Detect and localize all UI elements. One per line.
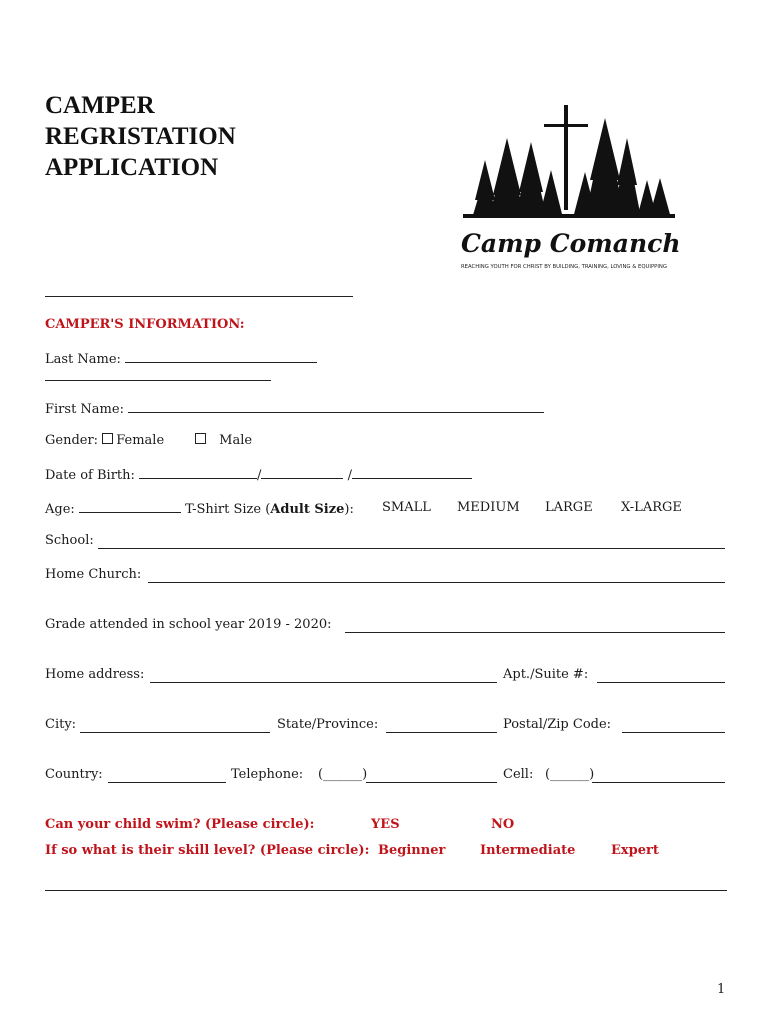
age-row (45, 500, 354, 518)
title-line-3: APPLICATION (45, 154, 219, 181)
form-title (45, 90, 236, 183)
first-name-field[interactable] (128, 400, 544, 413)
tshirt-label-bold: Adult Size (270, 502, 345, 517)
last-name-row (45, 350, 317, 368)
telephone-label: Telephone: (231, 767, 304, 782)
tshirt-label-prefix: T-Shirt Size ( (185, 502, 271, 517)
dob-year-field[interactable] (352, 466, 472, 479)
last-name-label: Last Name: (45, 352, 121, 367)
title-line-2: REGRISTATION (45, 123, 236, 150)
male-checkbox[interactable] (195, 433, 206, 444)
age-field[interactable] (79, 500, 181, 513)
city-label: City: (45, 717, 77, 732)
cell-field[interactable] (592, 782, 725, 783)
female-label: Female (116, 433, 165, 448)
swim-yes-option[interactable]: YES (371, 817, 400, 832)
state-label: State/Province: (277, 717, 379, 732)
logo-wordmark: Camp Comanche (461, 229, 680, 258)
telephone-field[interactable] (366, 782, 497, 783)
country-label: Country: (45, 767, 103, 782)
tshirt-size-large[interactable]: LARGE (545, 500, 593, 515)
dob-separator-2: / (347, 468, 352, 483)
swim-no-option[interactable]: NO (491, 817, 515, 832)
telephone-area-code[interactable]: (______) (318, 767, 368, 782)
title-line-1: CAMPER (45, 92, 155, 119)
pine-trees-cross-icon (455, 100, 680, 275)
tshirt-size-xlarge[interactable]: X-LARGE (621, 500, 682, 515)
camp-logo (455, 100, 680, 275)
last-name-field[interactable] (125, 350, 317, 363)
apt-suite-label: Apt./Suite #: (503, 667, 589, 682)
male-option (195, 433, 252, 449)
gender-label: Gender: (45, 433, 99, 448)
skill-intermediate-option[interactable]: Intermediate (480, 843, 576, 858)
home-address-label: Home address: (45, 667, 145, 682)
first-name-label: First Name: (45, 402, 124, 417)
female-checkbox[interactable] (102, 433, 113, 444)
postal-field[interactable] (622, 732, 725, 733)
grade-label: Grade attended in school year 2019 - 2020: (45, 617, 332, 632)
dob-label: Date of Birth: (45, 468, 135, 483)
country-field[interactable] (108, 782, 226, 783)
home-address-field[interactable] (150, 682, 497, 683)
school-label: School: (45, 533, 94, 548)
skill-question: If so what is their skill level? (Please circle): (45, 843, 370, 858)
age-label: Age: (45, 502, 75, 517)
dob-day-field[interactable] (261, 466, 343, 479)
section-heading: CAMPER'S INFORMATION: (45, 317, 245, 332)
tshirt-label-suffix: ): (344, 502, 354, 517)
postal-label: Postal/Zip Code: (503, 717, 612, 732)
section-divider (45, 890, 727, 891)
school-field[interactable] (98, 548, 725, 549)
apt-suite-field[interactable] (597, 682, 725, 683)
dob-separator-1: / (257, 468, 262, 483)
dob-month-field[interactable] (139, 466, 257, 479)
page-number: 1 (717, 982, 726, 997)
tshirt-size-small[interactable]: SMALL (382, 500, 431, 515)
cell-area-code[interactable]: (______) (545, 767, 595, 782)
tshirt-size-medium[interactable]: MEDIUM (457, 500, 520, 515)
state-field[interactable] (386, 732, 497, 733)
home-church-field[interactable] (148, 582, 725, 583)
cell-label: Cell: (503, 767, 534, 782)
gender-row (45, 433, 164, 449)
first-name-row (45, 400, 544, 418)
male-label: Male (219, 433, 253, 448)
swim-question: Can your child swim? (Please circle): (45, 817, 315, 832)
home-church-label: Home Church: (45, 567, 142, 582)
last-name-field-continued[interactable] (45, 380, 271, 381)
skill-beginner-option[interactable]: Beginner (378, 843, 446, 858)
grade-field[interactable] (345, 632, 725, 633)
tshirt-label (185, 502, 354, 517)
header-divider (45, 296, 353, 297)
skill-expert-option[interactable]: Expert (611, 843, 659, 858)
logo-tagline: REACHING YOUTH FOR CHRIST BY BUILDING, TRAINING, LOVING & EQUIPPING (461, 264, 668, 270)
dob-row (45, 466, 472, 484)
city-field[interactable] (80, 732, 270, 733)
